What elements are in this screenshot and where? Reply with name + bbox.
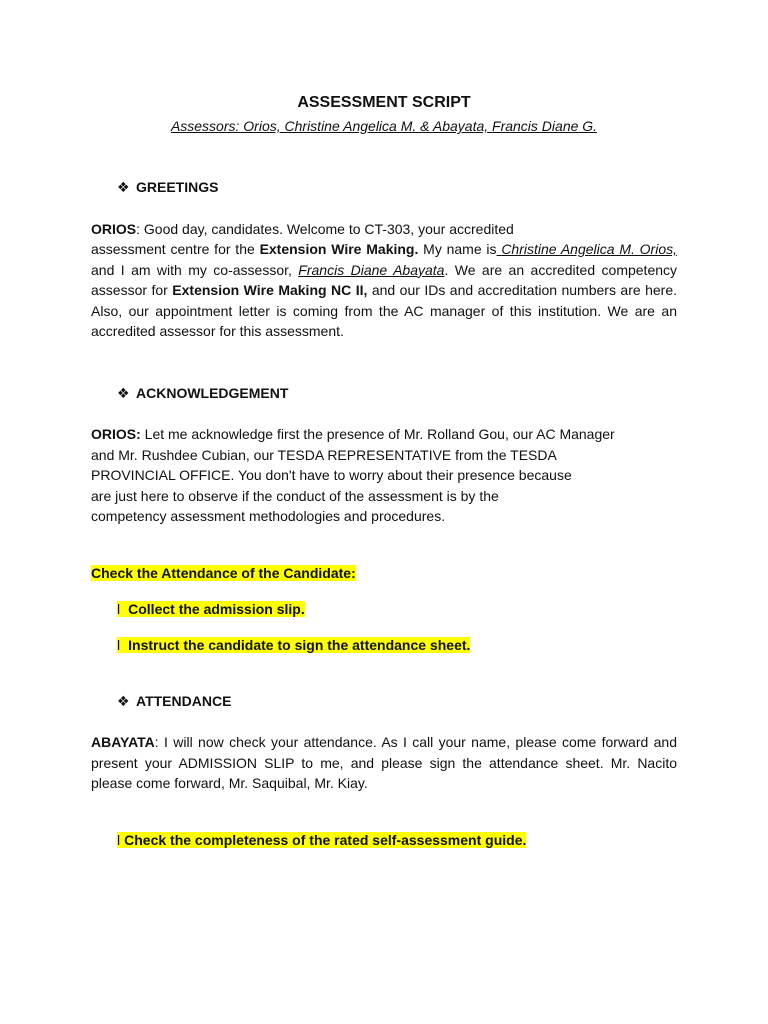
speaker-abayata: ABAYATA bbox=[91, 734, 155, 750]
check-attendance-title bbox=[91, 564, 677, 582]
greetings-text-2: assessment centre for the bbox=[91, 241, 260, 257]
diamond-bullet-icon: ❖ bbox=[117, 385, 130, 401]
ack-line-2: and Mr. Rushdee Cubian, our TESDA REPRESENTATIVE from the TESDA bbox=[91, 446, 557, 463]
final-check-item bbox=[117, 831, 526, 849]
diamond-bullet-icon: ❖ bbox=[117, 179, 130, 195]
check-item-2 bbox=[117, 636, 470, 654]
attendance-heading-text: ATTENDANCE bbox=[136, 693, 232, 709]
check-attendance-title-text: Check the Attendance of the Candidate: bbox=[91, 565, 356, 581]
diamond-bullet-icon: ❖ bbox=[117, 693, 130, 709]
greetings-text-3: My name is bbox=[418, 241, 497, 257]
ack-line-4: are just here to observe if the conduct of the assessment is by the bbox=[91, 487, 499, 504]
greetings-heading bbox=[117, 178, 218, 196]
acknowledgement-heading bbox=[117, 384, 288, 402]
greetings-line-1 bbox=[91, 219, 677, 240]
speaker-orios-2: ORIOS: bbox=[91, 426, 141, 442]
final-check-text: Check the completeness of the rated self-assessment guide. bbox=[124, 832, 527, 848]
attendance-text: : I will now check your attendance. As I call your name, please come forward and present your ADMISSION SLIP to me, and please sign the attendance sheet. Mr. Nacito please come forward, Mr. Saquibal, Mr. Kiay. bbox=[91, 734, 677, 792]
greetings-text-4: and I am with my co-assessor, bbox=[91, 261, 299, 278]
greetings-bold-1: Extension Wire Making. bbox=[259, 241, 419, 257]
greetings-text-5: . We are an accredited competency assessor for bbox=[91, 261, 678, 299]
check-mark-icon: l bbox=[117, 601, 128, 617]
greetings-heading-text: GREETINGS bbox=[136, 179, 219, 195]
assessors-subtitle: Assessors: Orios, Christine Angelica M. & Abayata, Francis Diane G. bbox=[170, 118, 598, 134]
check-mark-icon: l bbox=[117, 832, 124, 848]
speaker-orios: ORIOS bbox=[91, 221, 137, 237]
assessor-name-1: Christine Angelica M. Orios, bbox=[496, 241, 677, 257]
acknowledgement-heading-text: ACKNOWLEDGEMENT bbox=[136, 385, 289, 401]
greetings-bold-2: Extension Wire Making NC II, bbox=[172, 282, 368, 299]
attendance-heading bbox=[117, 692, 231, 710]
assessor-name-2: Francis Diane Abayata bbox=[298, 261, 445, 278]
check-item-1-text: Collect the admission slip. bbox=[128, 601, 305, 617]
acknowledgement-paragraph bbox=[91, 424, 677, 527]
check-mark-icon: l bbox=[117, 637, 128, 653]
greetings-text-6: and our IDs and accreditation numbers are here. Also, our appointment letter is coming from the AC manager of this institution. We are an accredited assessor for this assessment. bbox=[91, 282, 678, 340]
check-item-1 bbox=[117, 600, 305, 618]
check-item-2-text: Instruct the candidate to sign the attendance sheet. bbox=[128, 637, 471, 653]
ack-line-1: Let me acknowledge first the presence of Mr. Rolland Gou, our AC Manager bbox=[140, 426, 615, 442]
document-title: ASSESSMENT SCRIPT bbox=[297, 94, 471, 111]
greetings-paragraph bbox=[91, 239, 677, 342]
ack-line-5: competency assessment methodologies and procedures. bbox=[91, 508, 446, 525]
greetings-text-1: : Good day, candidates. Welcome to CT-303, your accredited bbox=[136, 221, 514, 237]
attendance-paragraph bbox=[91, 732, 677, 794]
ack-line-3: PROVINCIAL OFFICE. You don't have to worry about their presence because bbox=[91, 467, 572, 484]
